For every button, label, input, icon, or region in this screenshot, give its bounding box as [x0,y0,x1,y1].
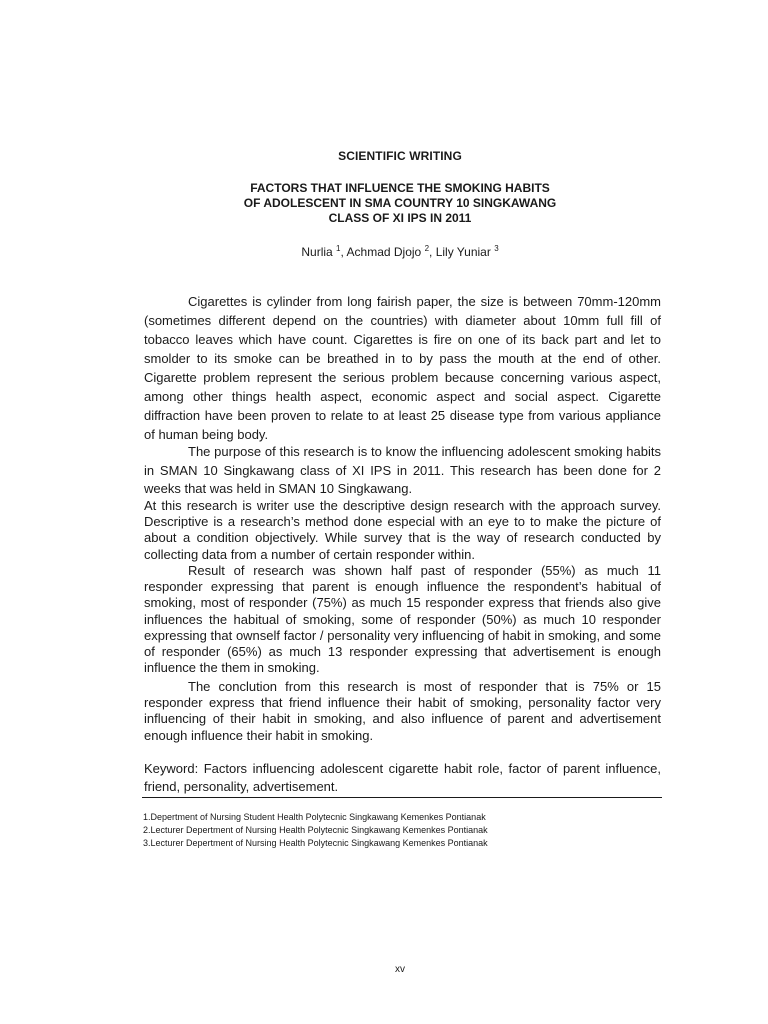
author-name: Lily Yuniar [435,245,491,259]
author-name: Nurlia [301,245,333,259]
paper-title [0,181,768,226]
abstract-paragraph: Result of research was shown half past of responder (55%) as much 11 responder expressing that parent is enough influence the respondent’s habitual of smoking, most of responder (75%) as much 15 responder express that friends also give influences the habitual of smoking, some of responder (50%) as much 10 responder expressing that ownself factor / personality very influencing of habit in smoking, and some of responder (65%) as much 13 responder expressing that advertisement is enough influence the them in smoking. [144,563,661,676]
title-line: FACTORS THAT INFLUENCE THE SMOKING HABITS [250,181,550,195]
author-affiliation-mark: 1 [336,244,341,253]
title-line: CLASS OF XI IPS IN 2011 [328,211,472,225]
author-affiliation-mark: 3 [494,244,499,253]
footnote-divider [142,797,662,798]
page-number: xv [395,964,405,975]
author-list: Nurlia $^1$, Achmad Djojo $^2$, Lily Yuniar $^3$ [301,244,499,259]
footnote: 1.Depertment of Nursing Student Health Polytecnic Singkawang Kemenkes Pontianak [143,812,486,822]
footnote: 2.Lecturer Depertment of Nursing Health Polytecnic Singkawang Kemenkes Pontianak [143,825,488,835]
author-affiliation-mark: 2 [424,244,430,253]
footnote: 3.Lecturer Depertment of Nursing Health Polytecnic Singkawang Kemenkes Pontianak [143,838,488,848]
abstract-paragraph: The conclution from this research is most of responder that is 75% or 15 responder express that friend influence their habit of smoking, personality factor very influencing of their habit in smoking, and also influence of parent and advertisement enough influence their habit in smoking. [144,679,661,743]
keywords: Keyword: Factors influencing adolescent cigarette habit role, factor of parent influence, friend, personality, advertisement. [144,761,661,794]
abstract-paragraph: At this research is writer use the descriptive design research with the approach survey. Descriptive is a research’s method done especial with an eye to to make the picture of about a condition objectively. While survey that is the way of research conducted by collecting data from a number of certain responder within. [144,498,661,562]
author-name: Achmad Djojo [346,245,422,259]
footnote-list [143,811,488,850]
abstract-paragraph: Cigarettes is cylinder from long fairish paper, the size is between 70mm-120mm (sometimes different depend on the countries) with diameter about 10mm full fill of tobacco leaves which have count. Cigarettes is fire on one of its back part and let to smolder to its smoke can be breathed in to by pass the mouth at the end of other. Cigarette problem represent the serious problem because concerning various aspect, among other things health aspect, economic aspect and social aspect. Cigarette diffraction have been proven to relate to at least 25 disease type from various appliance of human being body. [144,294,661,442]
abstract-paragraph: The purpose of this research is to know the influencing adolescent smoking habits in SMAN 10 Singkawang class of XI IPS in 2011. This research has been done for 2 weeks that was held in SMAN 10 Singkawang. [144,444,661,496]
title-line: OF ADOLESCENT IN SMA COUNTRY 10 SINGKAWANG [243,196,557,210]
section-label: SCIENTIFIC WRITING [338,149,462,163]
